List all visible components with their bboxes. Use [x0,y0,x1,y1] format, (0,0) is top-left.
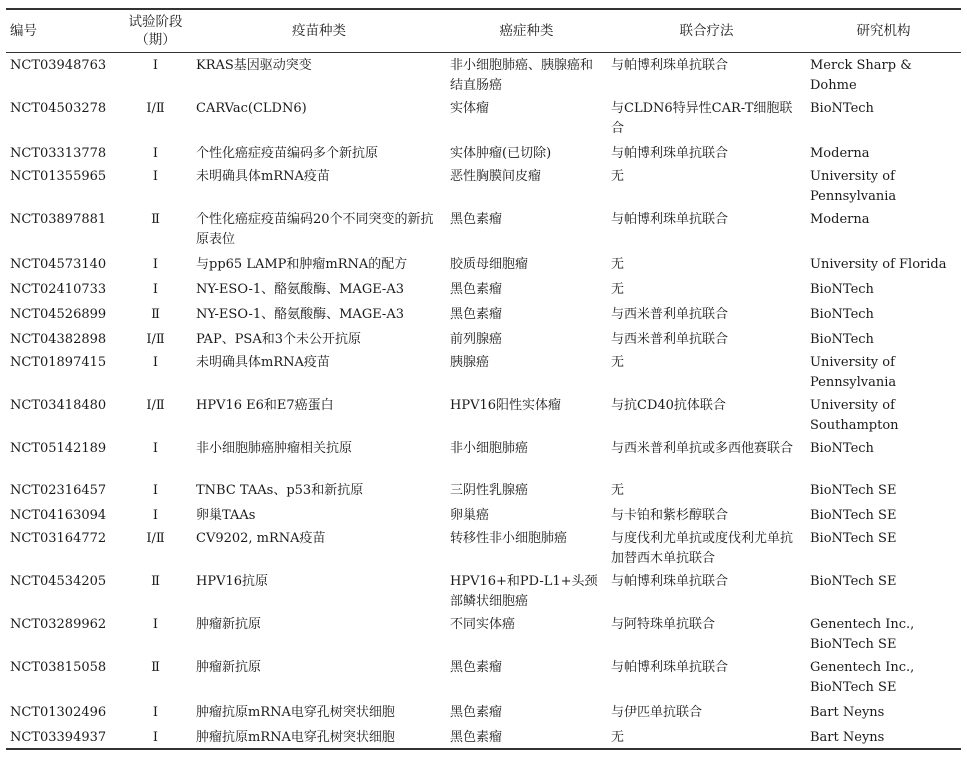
cell-id: NCT03394937 [10,730,107,745]
header-cancer: 癌症种类 [499,23,554,39]
table-row [6,275,961,300]
cell-id: NCT04163094 [10,508,107,523]
cell-institution: Moderna [810,212,870,227]
cell-phase: Ⅰ [152,483,159,498]
cell-institution: BioNTech SE [810,508,897,523]
header-phase [119,9,192,53]
cell-cancer: 不同实体癌 [450,617,516,632]
cell-institution: Genentech Inc., BioNTech SE [810,617,915,652]
cell-vaccine: 肿瘤抗原mRNA电穿孔树突状细胞 [196,705,395,720]
cell-cancer: 前列腺癌 [450,332,503,347]
cell-phase: Ⅰ [152,146,159,161]
cell-vaccine: 未明确具体mRNA疫苗 [196,355,330,370]
cell-combination: 无 [611,730,625,745]
cell-combination: 与度伐利尤单抗或度伐利尤单抗加替西木单抗联合 [611,531,794,566]
table-row [6,476,961,501]
cell-combination: 与帕博利珠单抗联合 [611,212,729,227]
cell-phase: Ⅰ [152,730,159,745]
cell-vaccine: 肿瘤新抗原 [196,660,262,675]
cell-vaccine: 肿瘤新抗原 [196,617,262,632]
cell-cancer: HPV16阳性实体瘤 [450,398,562,413]
cell-combination: 无 [611,282,625,297]
cell-id: NCT02316457 [10,483,107,498]
table-row [6,723,961,749]
table-row [6,300,961,325]
cell-combination: 与帕博利珠单抗联合 [611,660,729,675]
cell-institution: BioNTech [810,307,874,322]
cell-combination: 无 [611,483,625,498]
table-row [6,655,961,698]
table-row [6,350,961,393]
cell-cancer: 黑色素瘤 [450,282,503,297]
cell-phase: Ⅱ [151,574,160,589]
table-row [6,393,961,436]
header-phase-line1: 试验阶段 [128,14,183,30]
cell-institution: University of Pennsylvania [810,169,897,204]
cell-cancer: 卵巢癌 [450,508,490,523]
header-id: 编号 [10,23,37,39]
cell-phase: Ⅰ [152,441,159,456]
cell-cancer: 实体肿瘤(已切除) [450,146,552,161]
cell-institution: University of Pennsylvania [810,355,897,390]
cell-cancer: 胰腺癌 [450,355,490,370]
table-row [6,250,961,275]
cell-phase: Ⅰ/Ⅱ [146,531,165,546]
table-body [6,53,961,750]
cell-id: NCT04382898 [10,332,107,347]
cell-vaccine: CV9202, mRNA疫苗 [196,531,326,546]
cell-id: NCT01897415 [10,355,107,370]
cell-institution: University of Florida [810,257,947,272]
cell-institution: Bart Neyns [810,705,885,720]
header-vaccine: 疫苗种类 [292,23,346,39]
header-combination: 联合疗法 [679,23,734,39]
cell-id: NCT02410733 [10,282,107,297]
cell-phase: Ⅱ [151,307,160,322]
cell-id: NCT03289962 [10,617,107,632]
cell-vaccine: 与pp65 LAMP和肿瘤mRNA的配方 [196,257,408,272]
cell-id: NCT03164772 [10,531,107,546]
cell-combination: 与西米普利单抗或多西他赛联合 [611,441,794,456]
table-row [6,698,961,723]
cell-vaccine: NY-ESO-1、酪氨酸酶、MAGE-A3 [196,307,404,322]
cell-vaccine: CARVac(CLDN6) [196,101,307,116]
cell-institution: BioNTech SE [810,531,897,546]
cell-combination: 与西米普利单抗联合 [611,307,729,322]
cell-phase: Ⅰ [152,257,159,272]
header-phase-line2: （期） [135,32,176,48]
cell-id: NCT01302496 [10,705,107,720]
cell-institution: University of Southampton [810,398,899,433]
cell-cancer: 黑色素瘤 [450,307,503,322]
cell-phase: Ⅱ [151,660,160,675]
cell-id: NCT01355965 [10,169,107,184]
cell-cancer: 胶质母细胞瘤 [450,257,529,272]
table-row [6,612,961,655]
cell-id: NCT03815058 [10,660,107,675]
cell-institution: Genentech Inc., BioNTech SE [810,660,915,695]
cell-id: NCT05142189 [10,441,107,456]
cell-cancer: HPV16+和PD-L1+头颈部鳞状细胞癌 [450,574,598,609]
cell-cancer: 黑色素瘤 [450,212,503,227]
cell-id: NCT03418480 [10,398,107,413]
cell-cancer: 实体瘤 [450,101,490,116]
cell-cancer: 转移性非小细胞肺癌 [450,531,568,546]
cell-vaccine: 个性化癌症疫苗编码20个不同突变的新抗原表位 [196,212,434,247]
cell-phase: Ⅰ [152,58,159,73]
cell-id: NCT03948763 [10,58,107,73]
cell-institution: Moderna [810,146,870,161]
cell-institution: BioNTech SE [810,574,897,589]
cell-combination: 与抗CD40抗体联合 [611,398,726,413]
cell-combination: 与西米普利单抗联合 [611,332,729,347]
cell-combination: 与帕博利珠单抗联合 [611,58,729,73]
cell-combination: 与伊匹单抗联合 [611,705,703,720]
cell-phase: Ⅰ [152,617,159,632]
cell-cancer: 非小细胞肺癌、胰腺癌和结直肠癌 [450,58,594,93]
cell-combination: 与帕博利珠单抗联合 [611,574,729,589]
cell-vaccine: 肿瘤抗原mRNA电穿孔树突状细胞 [196,730,395,745]
cell-institution: BioNTech [810,332,874,347]
table-row [6,526,961,569]
cell-combination: 无 [611,169,625,184]
cell-vaccine: KRAS基因驱动突变 [196,58,312,73]
cell-combination: 无 [611,257,625,272]
cell-combination: 与帕博利珠单抗联合 [611,146,729,161]
cell-id: NCT03897881 [10,212,107,227]
cell-vaccine: TNBC TAAs、p53和新抗原 [196,483,364,498]
cell-institution: BioNTech SE [810,483,897,498]
cell-combination: 与卡铂和紫杉醇联合 [611,508,729,523]
cell-combination: 与阿特珠单抗联合 [611,617,716,632]
cell-institution: BioNTech [810,441,874,456]
cell-id: NCT03313778 [10,146,107,161]
header-institution: 研究机构 [856,23,911,39]
cell-vaccine: 个性化癌症疫苗编码多个新抗原 [196,146,379,161]
table-row [6,139,961,164]
table-row [6,207,961,250]
cell-id: NCT04573140 [10,257,107,272]
cell-id: NCT04534205 [10,574,107,589]
cell-phase: Ⅰ [152,169,159,184]
cell-id: NCT04503278 [10,101,107,116]
table-header-row [6,9,961,53]
cell-vaccine: HPV16 E6和E7癌蛋白 [196,398,334,413]
cell-cancer: 黑色素瘤 [450,660,503,675]
cell-institution: Merck Sharp & Dohme [810,58,912,93]
cell-institution: BioNTech [810,101,874,116]
cell-id: NCT04526899 [10,307,107,322]
cell-cancer: 黑色素瘤 [450,705,503,720]
cell-combination: 无 [611,355,625,370]
cell-vaccine: 卵巢TAAs [196,508,256,523]
cell-vaccine: 未明确具体mRNA疫苗 [196,169,330,184]
cell-cancer: 黑色素瘤 [450,730,503,745]
table-row [6,164,961,207]
cell-phase: Ⅱ [151,212,160,227]
cell-cancer: 非小细胞肺癌 [450,441,529,456]
cell-phase: Ⅰ [152,282,159,297]
cell-phase: Ⅰ/Ⅱ [146,398,165,413]
table-row [6,53,961,97]
cell-vaccine: PAP、PSA和3个未公开抗原 [196,332,362,347]
table-row [6,325,961,350]
table-row [6,96,961,139]
cell-phase: Ⅰ [152,355,159,370]
cell-phase: Ⅰ/Ⅱ [146,332,165,347]
table-row [6,501,961,526]
cell-phase: Ⅰ [152,705,159,720]
cell-phase: Ⅰ [152,508,159,523]
cell-phase: Ⅰ/Ⅱ [146,101,165,116]
table-row [6,436,961,476]
mrna-vaccine-trials-table [6,8,961,750]
table-row [6,569,961,612]
cell-vaccine: HPV16抗原 [196,574,269,589]
cell-combination: 与CLDN6特异性CAR-T细胞联合 [611,101,793,136]
cell-vaccine: NY-ESO-1、酪氨酸酶、MAGE-A3 [196,282,404,297]
cell-cancer: 恶性胸膜间皮瘤 [450,169,542,184]
cell-vaccine: 非小细胞肺癌肿瘤相关抗原 [196,441,353,456]
cell-cancer: 三阴性乳腺癌 [450,483,529,498]
cell-institution: Bart Neyns [810,730,885,745]
cell-institution: BioNTech [810,282,874,297]
